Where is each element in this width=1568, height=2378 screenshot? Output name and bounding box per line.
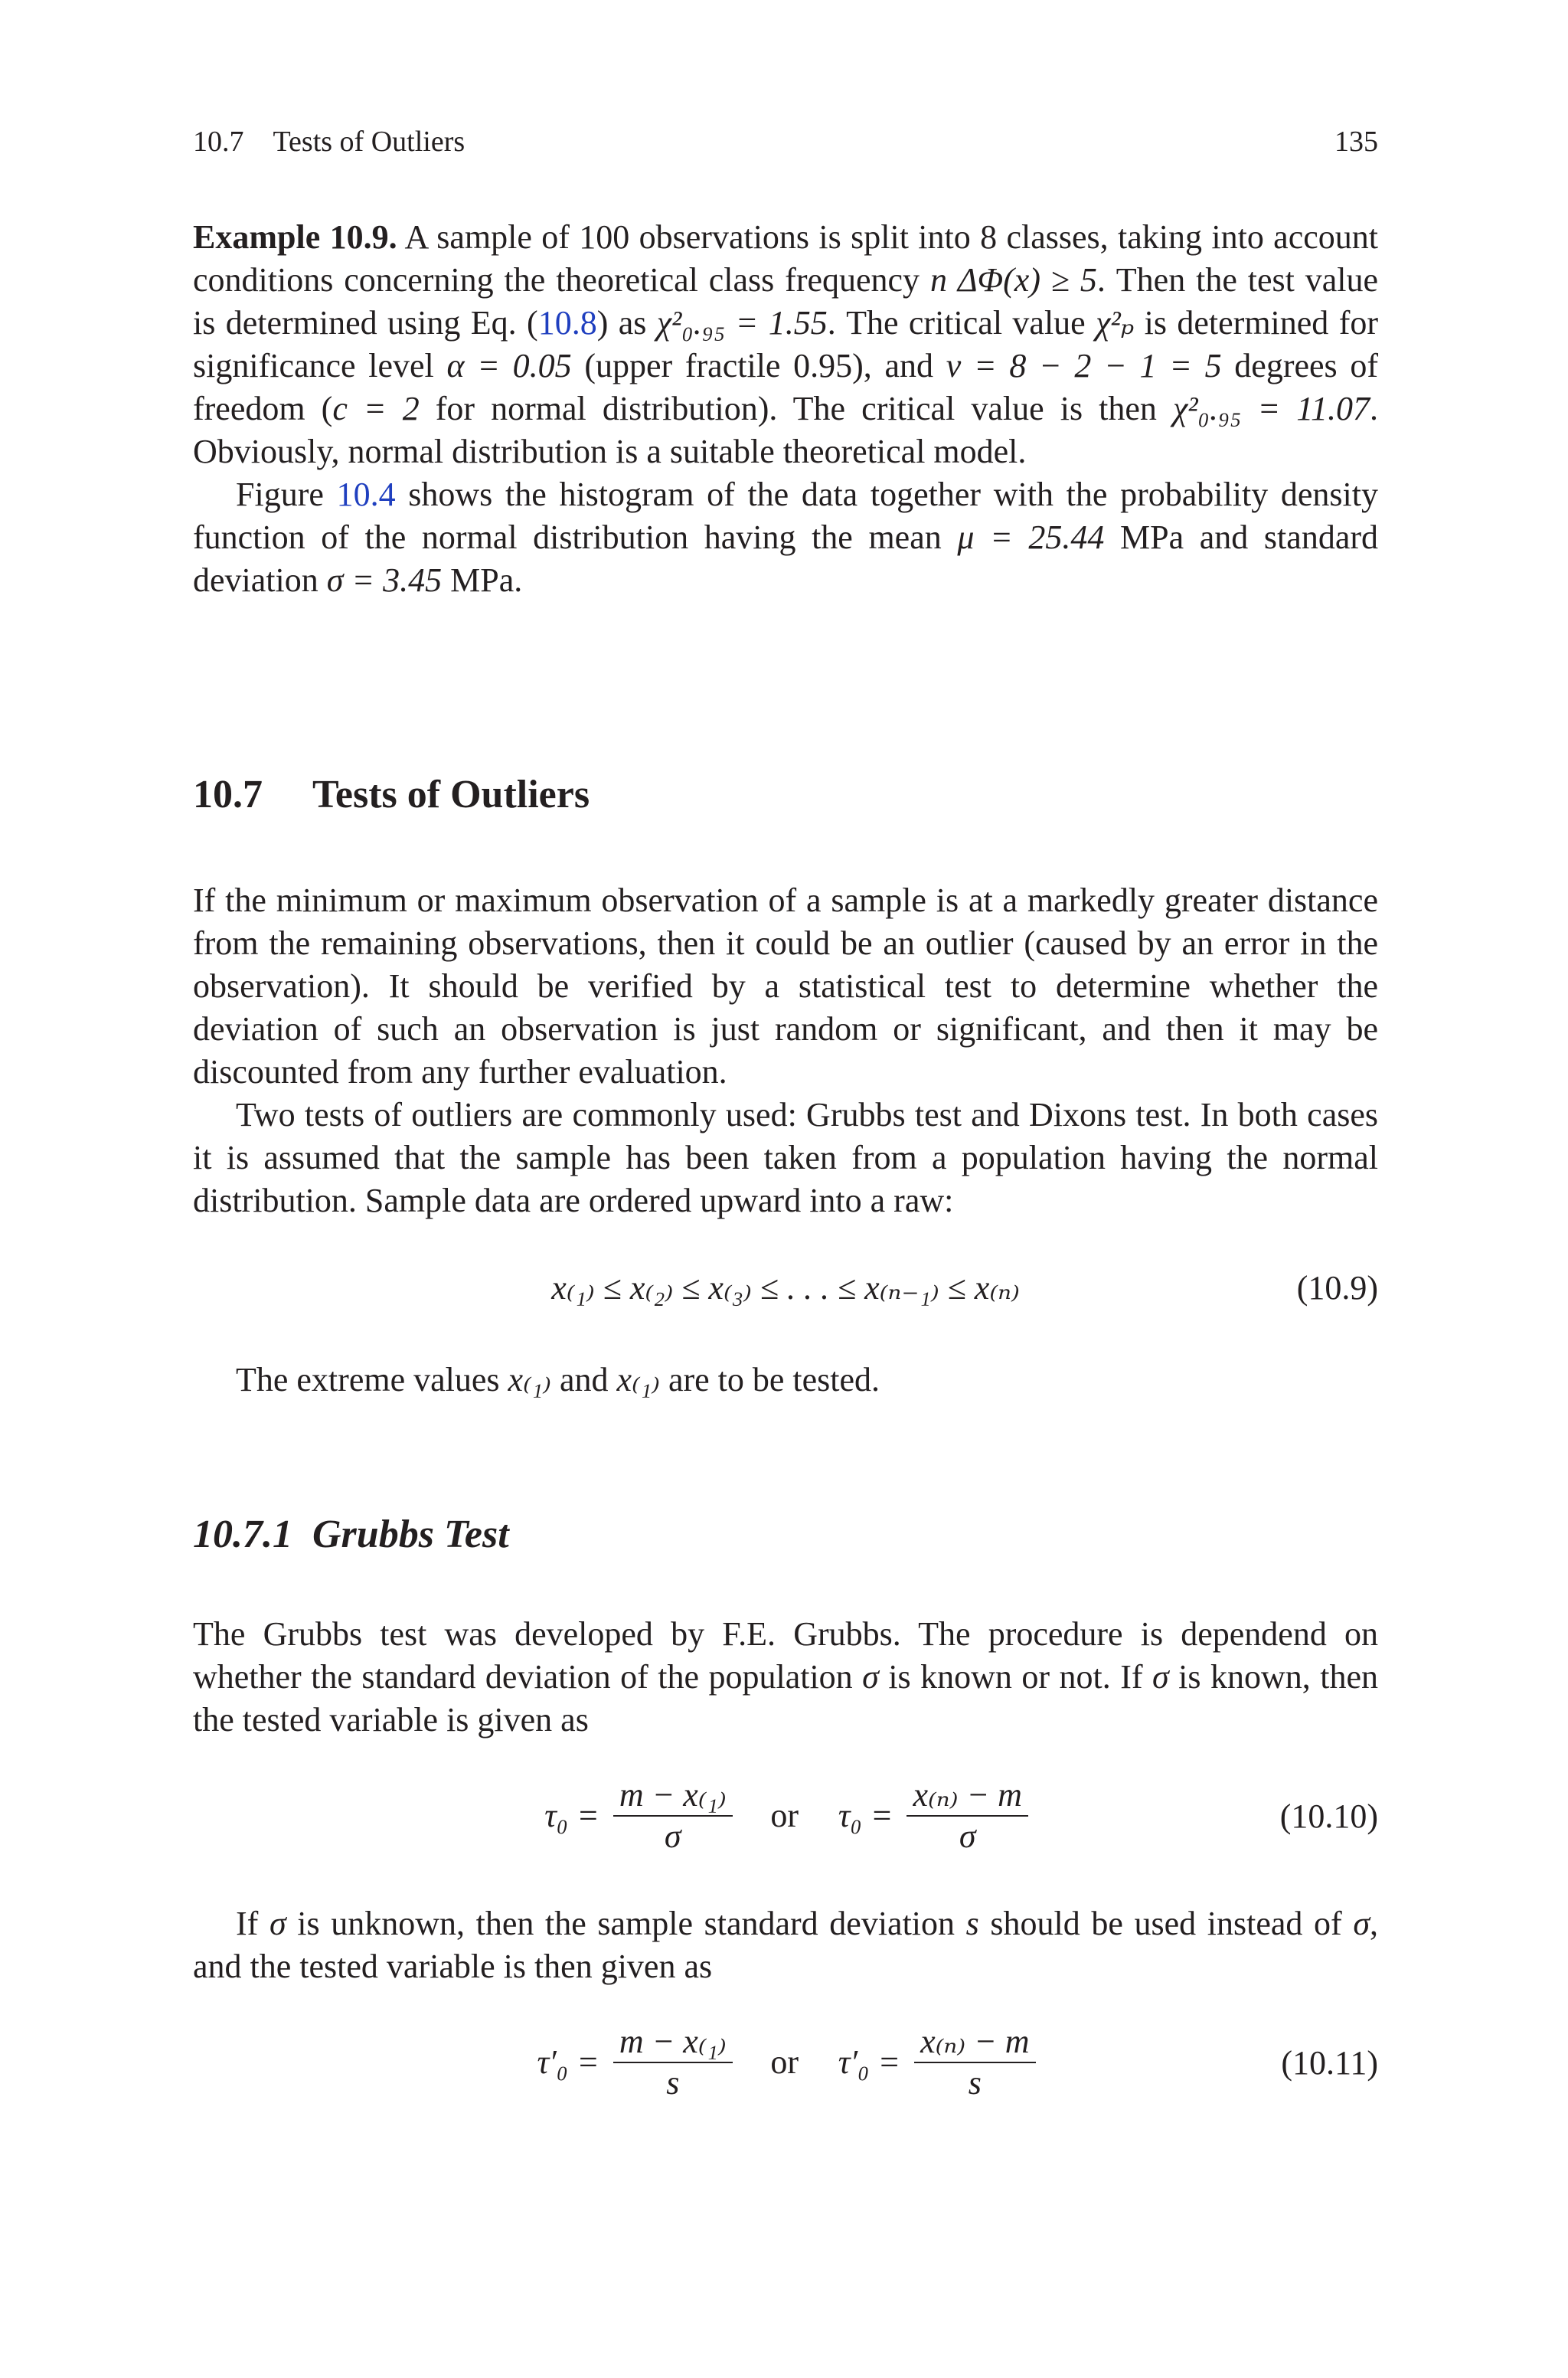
example-text: ) as: [596, 304, 657, 342]
running-header-section: 10.7 Tests of Outliers: [193, 126, 466, 158]
example-text: (upper fractile 0.95), and: [571, 347, 946, 384]
denominator: σ: [959, 1817, 976, 1855]
unknown-text: If: [236, 1905, 270, 1942]
example-text: . Obviously, normal distribution is a suitable theoretical model.: [193, 390, 1378, 470]
x1-symbol: x₍₁₎: [508, 1361, 551, 1398]
grubbs-intro: [193, 1613, 1378, 1742]
subsection-title: Grubbs Test: [312, 1513, 509, 1556]
unknown-text: is unknown, then the sample standard deviation: [286, 1905, 966, 1942]
equation-body: [193, 2022, 1378, 2103]
sigma-symbol: σ: [269, 1905, 286, 1942]
outliers-intro: [193, 879, 1378, 1222]
fraction: [906, 1775, 1027, 1856]
or-separator: or: [770, 2043, 799, 2081]
ordered-sample-expression: x₍₁₎ ≤ x₍₂₎ ≤ x₍₃₎ ≤ . . . ≤ x₍ₙ₋₁₎ ≤ x₍ₙ₎: [551, 1269, 1020, 1307]
numerator: x₍ₙ₎ − m: [914, 2022, 1035, 2063]
example-text: degrees of freedom (: [193, 347, 1379, 427]
chi-square-test-value: χ²₀.₉₅ = 1.55: [656, 304, 828, 342]
numerator: m − x₍₁₎: [613, 2022, 733, 2063]
chi-square-critical: χ²₀.₉₅ = 11.07: [1172, 390, 1370, 427]
equation-10-9: [193, 1267, 1378, 1313]
unknown-text: , and the tested variable is then given as: [193, 1905, 1379, 1985]
example-text: is determined for significance level: [193, 304, 1379, 384]
denominator: σ: [664, 1817, 681, 1855]
equation-number: (10.10): [1279, 1797, 1378, 1835]
degrees-of-freedom: ν = 8 − 2 − 1 = 5: [946, 347, 1222, 384]
equation-10-11: [193, 2022, 1378, 2106]
unknown-sigma-block: [193, 1902, 1378, 1988]
grubbs-text: is known, then the tested variable is given as: [193, 1658, 1378, 1739]
section-number: 10.7: [193, 773, 263, 816]
extreme-values-paragraph: [193, 1359, 1378, 1402]
equation-10-10: [193, 1775, 1378, 1860]
example-label: Example 10.9.: [193, 218, 397, 256]
extreme-text: The extreme values: [236, 1361, 508, 1398]
extreme-text: are to be tested.: [659, 1361, 880, 1398]
outliers-paragraph-2: Two tests of outliers are commonly used: Grubbs test and Dixons test. In both cases it is assumed that the sample has been taken from a population having the normal distribution. Sample data are ordered upward into a raw:: [193, 1096, 1378, 1219]
example-text: . The critical value: [827, 304, 1096, 342]
frequency-condition: n ΔΦ(x) ≥ 5: [929, 261, 1097, 299]
denominator: s: [968, 2064, 982, 2102]
subsection-number: 10.7.1: [193, 1513, 292, 1556]
figure-text: MPa and standard deviation: [193, 518, 1378, 599]
grubbs-text: The Grubbs test was developed by F.E. Grubbs. The procedure is dependend on whether the standard deviation of the population: [193, 1615, 1378, 1696]
equation-body: [193, 1775, 1378, 1856]
outliers-paragraph-1: If the minimum or maximum observation of a sample is at a markedly greater distance from the remaining observations, then it could be an outlier (caused by an error in the observation). It should be verified by a statistical test to determine whether the deviation of such an observation is just random or significant, and then it may be discounted from any further evaluation.: [193, 882, 1378, 1091]
alpha-value: α = 0.05: [446, 347, 572, 384]
chi-square-p: χ²ₚ: [1096, 304, 1135, 342]
figure-text: MPa.: [442, 561, 523, 599]
numerator: x₍ₙ₎ − m: [906, 1775, 1027, 1817]
fraction: [613, 1775, 733, 1856]
sigma-symbol: σ: [1353, 1905, 1370, 1942]
mean-value: μ = 25.44: [957, 518, 1105, 556]
page-number: 135: [1334, 126, 1378, 158]
x1-symbol: x₍₁₎: [616, 1361, 660, 1398]
fraction: [914, 2022, 1035, 2103]
example-text: for normal distribution). The critical value is then: [419, 390, 1173, 427]
example-10-9: [193, 216, 1378, 602]
equation-link[interactable]: 10.8: [537, 304, 597, 342]
extreme-values-block: [193, 1359, 1378, 1402]
example-text: A sample of 100 observations is split into 8 classes, taking into account conditions concerning the theoretical class frequency: [193, 218, 1378, 299]
sigma-symbol: σ: [862, 1658, 879, 1696]
section-heading: [193, 772, 590, 818]
section-title: Tests of Outliers: [312, 773, 590, 816]
figure-text: Figure: [236, 476, 337, 513]
equation-body: [193, 1267, 1378, 1310]
sigma-value: σ = 3.45: [326, 561, 443, 599]
equation-number: (10.9): [1296, 1269, 1378, 1307]
s-symbol: s: [965, 1905, 979, 1942]
example-paragraph: [193, 216, 1378, 473]
equation-number: (10.11): [1281, 2044, 1378, 2082]
figure-text: shows the histogram of the data together with the probability density function of the normal distribution having the mean: [193, 476, 1378, 556]
sigma-symbol: σ: [1152, 1658, 1169, 1696]
denominator: s: [666, 2064, 680, 2102]
tau-lhs: τ₀ =: [544, 1797, 599, 1834]
unknown-sigma-paragraph: [193, 1902, 1378, 1988]
grubbs-text: is known or not. If: [878, 1658, 1152, 1696]
fraction: [613, 2022, 733, 2103]
c-value: c = 2: [332, 390, 420, 427]
example-text: . Then the test value is determined using Eq. (: [193, 261, 1379, 342]
unknown-text: should be used instead of: [978, 1905, 1354, 1942]
figure-link[interactable]: 10.4: [336, 476, 396, 513]
tau-lhs: τ₀ =: [838, 1797, 893, 1834]
extreme-text: and: [550, 1361, 617, 1398]
numerator: m − x₍₁₎: [613, 1775, 733, 1817]
subsection-heading: [193, 1512, 509, 1558]
tau-prime-lhs: τ′₀ =: [537, 2043, 599, 2081]
tau-prime-lhs: τ′₀ =: [838, 2043, 901, 2081]
figure-paragraph: [193, 473, 1378, 602]
or-separator: or: [770, 1797, 799, 1834]
grubbs-paragraph: [193, 1613, 1378, 1742]
